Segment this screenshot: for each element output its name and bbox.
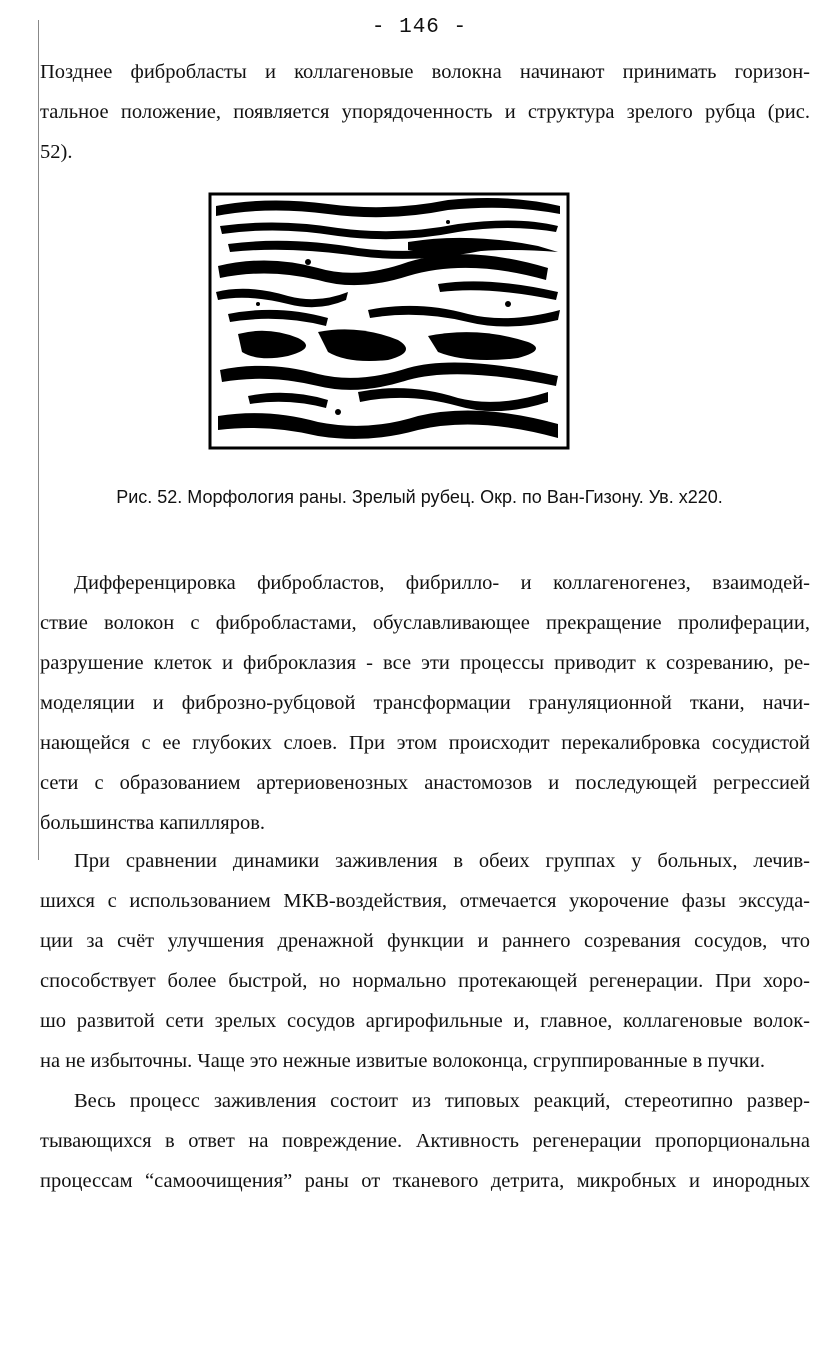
left-margin-line	[38, 20, 39, 860]
text-line: ствие волокон с фибробластами, обуславливающее прекращение пролиферации,	[40, 612, 810, 634]
text-line: При сравнении динамики заживления в обеих группах у больных, лечив-	[74, 850, 810, 872]
text-line: сети с образованием артериовенозных анастомозов и последующей регрессией	[40, 772, 810, 794]
text-line: ции за счёт улучшения дренажной функции и раннего созревания сосудов, что	[40, 930, 810, 952]
page-number: - 146 -	[371, 16, 468, 39]
text-line: Весь процесс заживления состоит из типовых реакций, стереотипно развер-	[74, 1090, 810, 1112]
paragraph-1	[40, 563, 810, 843]
figure-caption: Рис. 52. Морфология раны. Зрелый рубец. Окр. по Ван-Гизону. Ув. х220.	[116, 487, 723, 507]
text-line: нающейся с ее глубоких слоев. При этом происходит перекалибровка сосудистой	[40, 732, 810, 754]
text-line: на не избыточны. Чаще это нежные извитые волоконца, сгруппированные в пучки.	[40, 1050, 765, 1072]
paragraph-3	[40, 1081, 810, 1201]
text-line: шихся с использованием МКВ-воздействия, отмечается укорочение фазы экссуда-	[40, 890, 810, 912]
text-line: 52).	[40, 141, 73, 163]
text-line: Дифференцировка фибробластов, фибрилло- и коллагеногенез, взаимодей-	[74, 572, 810, 594]
scar-tissue-micrograph	[208, 192, 570, 450]
text-line: процессам “самоочищения” раны от тканевого детрита, микробных и инородных	[40, 1170, 810, 1192]
intro-paragraph	[40, 52, 810, 172]
text-line: тальное положение, появляется упорядоченность и структура зрелого рубца (рис.	[40, 101, 810, 123]
text-line: шо развитой сети зрелых сосудов аргирофильные и, главное, коллагеновые волок-	[40, 1010, 810, 1032]
text-line: моделяции и фиброзно-рубцовой трансформации грануляционной ткани, начи-	[40, 692, 810, 714]
text-line: способствует более быстрой, но нормально протекающей регенерации. При хоро-	[40, 970, 810, 992]
text-line: разрушение клеток и фиброклазия - все эти процессы приводит к созреванию, ре-	[40, 652, 810, 674]
text-line: Позднее фибробласты и коллагеновые волокна начинают принимать горизон-	[40, 61, 810, 83]
text-line: тывающихся в ответ на повреждение. Активность регенерации пропорциональна	[40, 1130, 810, 1152]
paragraph-2	[40, 841, 810, 1081]
text-line: большинства капилляров.	[40, 812, 266, 834]
micrograph-figure	[208, 192, 570, 450]
